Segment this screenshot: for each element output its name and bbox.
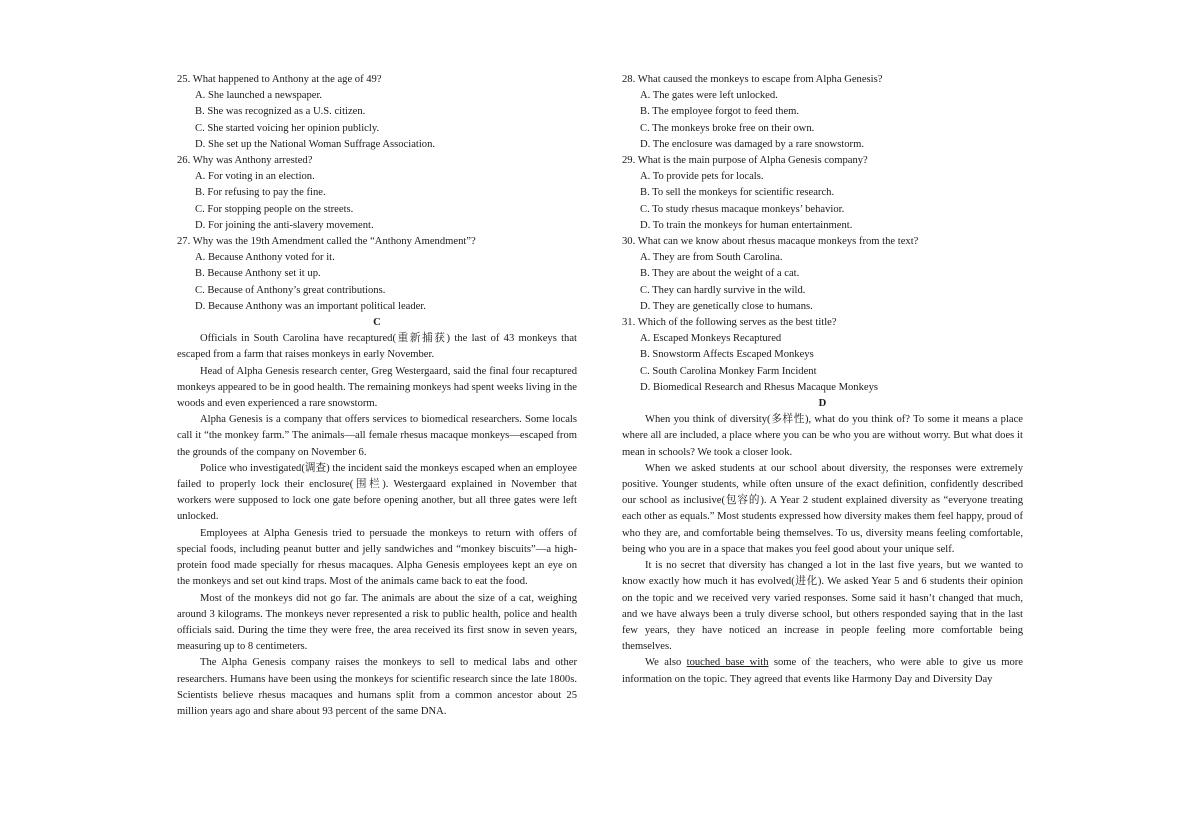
passage-paragraph: When you think of diversity(多样性), what do you think of? To some it means a place where all are included, a place where you can be who you are without worry. But what does it mean in schools? We took a closer look. [622,414,1023,458]
option-a: A. They are from South Carolina. [640,252,783,264]
passage-paragraph: The Alpha Genesis company raises the monkeys to sell to medical labs and other researchers. Humans have been using the monkeys for scientific research since the late 1800s. Scientists believe rhesus macaques and humans split from a common ancestor about 25 million years ago and share about 93 percent of the same DNA. [177,657,577,717]
question-31 [622,315,1023,396]
option-c: C. The monkeys broke free on their own. [640,122,815,134]
right-column [622,72,1023,688]
passage-paragraph: Officials in South Carolina have recaptured(重新捕获) the last of 43 monkeys that escaped from a farm that raises monkeys in early November. [177,333,577,361]
question-30 [622,234,1023,315]
option-b: B. For refusing to pay the fine. [195,187,326,199]
option-a: A. Because Anthony voted for it. [195,252,335,264]
left-column [177,72,577,720]
question-28 [622,72,1023,153]
passage-paragraph: Police who investigated(调查) the incident said the monkeys escaped when an employee failed to properly lock their enclosure(围栏). Westergaard explained in November that workers were supposed to lock one gate before opening another, but all three gates were left unlocked. [177,462,577,523]
option-d: D. The enclosure was damaged by a rare snowstorm. [640,138,864,150]
passage-paragraph: When we asked students at our school about diversity, the responses were extremely positive. Younger students, while often unsure of the exact definition, confidently described our school as inclusive(包容的). A Year 2 student explained diversity as “everyone treating each other as equals.” Most students expressed how diversity makes them feel happy, proud of who they are, and comfortable being themselves. To us, diversity means feeling comfortable, being who you are in a space that makes you feel good about your unique self. [622,462,1023,555]
passage-paragraph: Employees at Alpha Genesis tried to persuade the monkeys to return with offers of special foods, including peanut butter and jelly sandwiches and “monkey biscuits”—a high-protein food made specially for rhesus macaques. Alpha Genesis employees kept an eye on the monkeys and set out kind traps. Most of the animals came back to eat the food. [177,527,577,588]
option-a: A. Escaped Monkeys Recaptured [640,333,782,345]
option-a: A. The gates were left unlocked. [640,90,778,102]
question-29 [622,153,1023,234]
option-d: D. Because Anthony was an important political leader. [195,300,426,312]
question-stem: 30. What can we know about rhesus macaque monkeys from the text? [622,236,919,248]
passage-paragraph: Most of the monkeys did not go far. The animals are about the size of a cat, weighing around 3 kilograms. The monkeys never represented a risk to public health, police and health officials said. During the time they were free, the area received its first snow in seven years, measuring up to 8 centimeters. [177,592,577,653]
option-c: C. South Carolina Monkey Farm Incident [640,365,817,377]
option-a: A. She launched a newspaper. [195,90,323,102]
question-stem: 25. What happened to Anthony at the age of 49? [177,74,382,85]
option-b: B. Snowstorm Affects Escaped Monkeys [640,349,814,361]
option-d: D. For joining the anti-slavery movement. [195,219,374,231]
passage-d [622,412,1023,687]
option-b: B. She was recognized as a U.S. citizen. [195,106,366,118]
option-c: C. For stopping people on the streets. [195,203,354,215]
passage-paragraph: It is no secret that diversity has changed a lot in the last five years, but we wanted to know exactly how much it has evolved(进化). We asked Year 5 and 6 students their opinion on the topic and we received very varied responses. Some said it hasn’t changed that much, and we have always been a truly diverse school, but others responded saying that in the last few years, they have noticed an increase in people feeling more comfortable being themselves. [622,560,1023,653]
option-b: B. The employee forgot to feed them. [640,106,800,118]
underlined-phrase: touched base with [686,657,769,669]
passage-paragraph: Head of Alpha Genesis research center, Greg Westergaard, said the final four recaptured monkeys appeared to be in good health. The remaining monkeys had spent weeks living in the woods and even experienced a rare snowstorm. [177,365,577,410]
question-25 [177,72,577,153]
passage-paragraph: Alpha Genesis is a company that offers services to biomedical researchers. Some locals call it “the monkey farm.” The animals—all female rhesus macaque monkeys—escaped from the grounds of the company on November 6. [177,414,577,458]
section-heading-c: C [373,317,381,329]
text-after-underline: some of the teachers, who were able to give us more information on the topic. They agreed that events like Harmony Day and Diversity Day [622,657,1023,685]
option-b: B. They are about the weight of a cat. [640,268,800,280]
option-d: D. She set up the National Woman Suffrage Association. [195,138,436,150]
question-stem: 31. Which of the following serves as the best title? [622,317,837,329]
option-d: D. To train the monkeys for human entertainment. [640,219,853,231]
passage-c [177,331,577,720]
question-stem: 26. Why was Anthony arrested? [177,155,313,167]
text-before-underline: We also [645,657,687,669]
option-d: D. They are genetically close to humans. [640,300,813,312]
question-stem: 29. What is the main purpose of Alpha Genesis company? [622,155,868,167]
option-c: C. Because of Anthony’s great contributions. [195,284,386,296]
option-d: D. Biomedical Research and Rhesus Macaque Monkeys [640,381,879,393]
question-26 [177,153,577,234]
option-b: B. Because Anthony set it up. [195,268,321,280]
option-b: B. To sell the monkeys for scientific research. [640,187,835,199]
question-stem: 28. What caused the monkeys to escape from Alpha Genesis? [622,74,883,85]
passage-paragraph-last [622,655,1023,687]
section-heading-d: D [818,398,827,410]
option-c: C. To study rhesus macaque monkeys’ behavior. [640,203,845,215]
question-27 [177,234,577,315]
option-c: C. They can hardly survive in the wild. [640,284,806,296]
question-stem: 27. Why was the 19th Amendment called the “Anthony Amendment”? [177,236,476,248]
option-a: A. To provide pets for locals. [640,171,764,183]
option-a: A. For voting in an election. [195,171,315,183]
option-c: C. She started voicing her opinion publicly. [195,122,380,134]
